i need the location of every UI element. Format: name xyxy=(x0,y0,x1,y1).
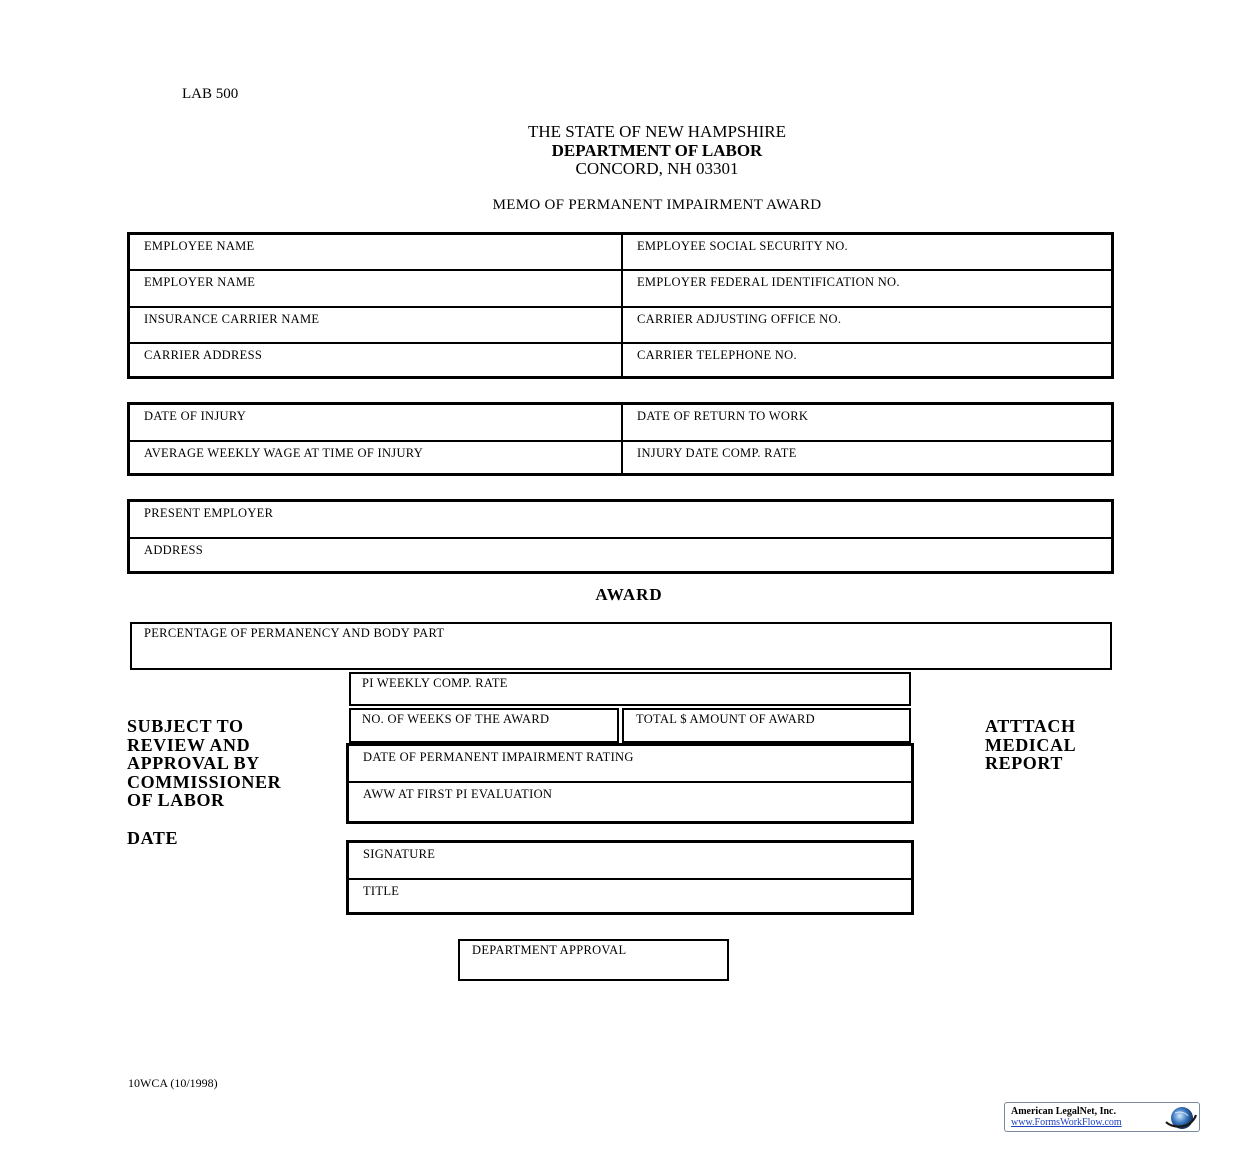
carrier-office-field[interactable] xyxy=(622,307,1112,343)
pi-weekly-rate-field[interactable] xyxy=(349,672,911,706)
date-return-label: DATE OF RETURN TO WORK xyxy=(637,409,809,423)
carrier-address-field[interactable] xyxy=(129,343,622,377)
employer-fein-field[interactable] xyxy=(622,270,1112,307)
percentage-field[interactable] xyxy=(130,622,1112,670)
employee-name-label: EMPLOYEE NAME xyxy=(144,239,255,253)
comp-rate-label: INJURY DATE COMP. RATE xyxy=(637,446,797,460)
aww-first-pi-field[interactable] xyxy=(348,782,912,822)
review-note-line4: COMMISSIONER xyxy=(127,771,282,792)
review-note xyxy=(127,717,281,810)
carrier-office-label: CARRIER ADJUSTING OFFICE NO. xyxy=(637,312,842,326)
logo-url[interactable]: www.FormsWorkFlow.com xyxy=(1011,1117,1122,1128)
pi-rating-date-field[interactable] xyxy=(348,745,912,782)
total-amount-field[interactable] xyxy=(622,708,911,743)
aww-first-pi-label: AWW AT FIRST PI EVALUATION xyxy=(363,787,553,801)
attach-note xyxy=(985,717,1076,773)
present-address-field[interactable] xyxy=(129,538,1112,572)
memo-title: MEMO OF PERMANENT IMPAIRMENT AWARD xyxy=(492,197,822,213)
attach-note-line1: ATTTACH xyxy=(985,716,1076,736)
date-label: DATE xyxy=(127,828,179,848)
signature-table xyxy=(346,840,914,915)
attach-note-line2: MEDICAL xyxy=(985,734,1077,755)
logo-company: American LegalNet, Inc. xyxy=(1011,1106,1116,1117)
date-return-field[interactable] xyxy=(622,404,1112,441)
employee-name-field[interactable] xyxy=(129,234,622,270)
review-note-line3: APPROVAL BY xyxy=(127,753,260,773)
city-line: CONCORD, NH 03301 xyxy=(575,159,739,178)
comp-rate-field[interactable] xyxy=(622,441,1112,474)
review-note-line5: OF LABOR xyxy=(127,790,225,810)
present-address-label: ADDRESS xyxy=(144,543,204,557)
employer-name-label: EMPLOYER NAME xyxy=(144,275,256,289)
percentage-label: PERCENTAGE OF PERMANENCY AND BODY PART xyxy=(144,626,445,640)
avg-weekly-wage-field[interactable] xyxy=(129,441,622,474)
department-approval-field[interactable] xyxy=(458,939,729,981)
pi-weekly-rate-label: PI WEEKLY COMP. RATE xyxy=(362,676,508,690)
pi-rating-table xyxy=(346,743,914,824)
num-weeks-label: NO. OF WEEKS OF THE AWARD xyxy=(362,712,550,726)
present-employer-table xyxy=(127,499,1114,574)
present-employer-field[interactable] xyxy=(129,501,1112,538)
date-of-injury-label: DATE OF INJURY xyxy=(144,409,247,423)
review-note-line2: REVIEW AND xyxy=(127,734,251,755)
present-employer-label: PRESENT EMPLOYER xyxy=(144,506,274,520)
total-amount-label: TOTAL $ AMOUNT OF AWARD xyxy=(636,712,815,726)
form-revision: 10WCA (10/1998) xyxy=(128,1076,218,1090)
department-approval-label: DEPARTMENT APPROVAL xyxy=(472,943,627,957)
state-title: THE STATE OF NEW HAMPSHIRE xyxy=(527,122,787,141)
carrier-name-field[interactable] xyxy=(129,307,622,343)
form-code: LAB 500 xyxy=(182,86,239,102)
avg-weekly-wage-label: AVERAGE WEEKLY WAGE AT TIME OF INJURY xyxy=(144,446,424,460)
carrier-phone-field[interactable] xyxy=(622,343,1112,377)
employee-info-table xyxy=(127,232,1114,379)
pi-rating-date-label: DATE OF PERMANENT IMPAIRMENT RATING xyxy=(363,750,634,764)
employer-name-field[interactable] xyxy=(129,270,622,307)
signature-label: SIGNATURE xyxy=(363,847,436,861)
title-label: TITLE xyxy=(363,884,400,898)
title-field[interactable] xyxy=(348,879,912,913)
employee-ssn-label: EMPLOYEE SOCIAL SECURITY NO. xyxy=(637,239,848,253)
employer-fein-label: EMPLOYER FEDERAL IDENTIFICATION NO. xyxy=(637,275,900,289)
num-weeks-field[interactable] xyxy=(349,708,619,743)
carrier-address-label: CARRIER ADDRESS xyxy=(144,348,263,362)
review-note-line1: SUBJECT TO xyxy=(127,716,244,736)
carrier-name-label: INSURANCE CARRIER NAME xyxy=(144,312,320,326)
legalnet-logo[interactable] xyxy=(1004,1102,1200,1132)
carrier-phone-label: CARRIER TELEPHONE NO. xyxy=(637,348,797,362)
employee-ssn-field[interactable] xyxy=(622,234,1112,270)
signature-field[interactable] xyxy=(348,842,912,879)
attach-note-line3: REPORT xyxy=(985,753,1063,773)
department-title: DEPARTMENT OF LABOR xyxy=(551,141,763,160)
award-heading: AWARD xyxy=(595,585,663,604)
globe-icon xyxy=(1163,1105,1197,1131)
injury-info-table xyxy=(127,402,1114,476)
date-of-injury-field[interactable] xyxy=(129,404,622,441)
